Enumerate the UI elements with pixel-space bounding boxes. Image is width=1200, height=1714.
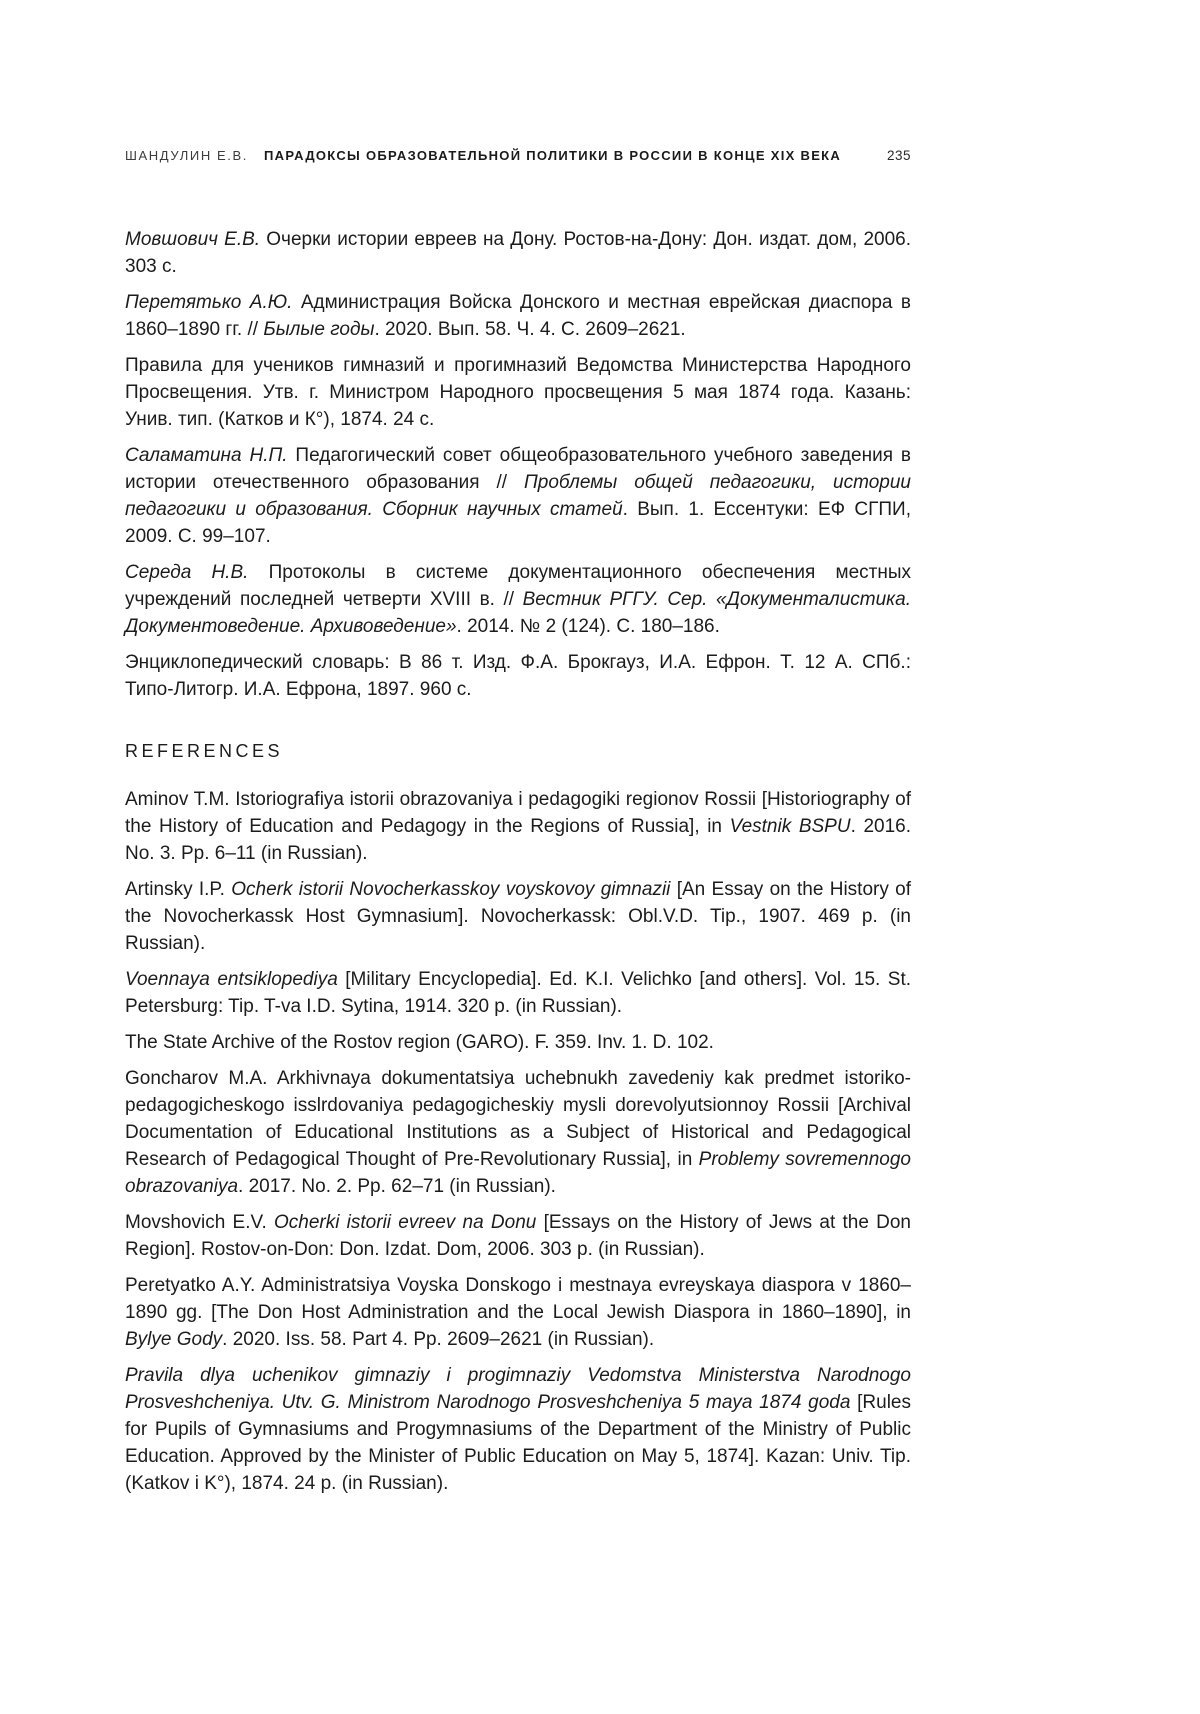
bibliography-entry xyxy=(125,226,911,280)
reference-entry xyxy=(125,1362,911,1497)
references-heading: REFERENCES xyxy=(125,741,284,761)
entry-segment: [An Essay on the History of the Novocherkassk Host Gymnasium]. Novocherkassk: Obl.V.D. Tip., 1907. 469 p. (in Russian). xyxy=(125,879,911,954)
entry-segment: Энциклопедический словарь: В 86 т. Изд. Ф.А. Брокгауз, И.А. Ефрон. Т. 12 А. СПб.: Типо-Литогр. И.А. Ефрона, 1897. 960 с. xyxy=(125,652,911,700)
entry-segment-italic: Ocherk istorii Novocherkasskoy voyskovoy gimnazii xyxy=(231,879,671,900)
entry-segment: Artinsky I.P. xyxy=(125,879,232,900)
entry-segment: . Вып. 1. Ессентуки: ЕФ СГПИ, 2009. С. 99–107. xyxy=(125,499,911,547)
reference-entry xyxy=(125,1209,911,1263)
entry-segment: Педагогический совет общеобразовательного учебного заведения в истории отечественного образования // xyxy=(125,445,911,493)
entry-segment: Movshovich E.V. xyxy=(125,1212,274,1233)
entry-segment-italic: Vestnik BSPU xyxy=(729,816,851,837)
reference-entry xyxy=(125,966,911,1020)
entry-segment-italic: Середа Н.В. xyxy=(125,562,249,583)
page-content xyxy=(125,148,911,1506)
running-head-author: ШАНДУЛИН Е.В. xyxy=(125,148,248,163)
entry-segment: . 2014. № 2 (124). С. 180–186. xyxy=(456,616,720,637)
entry-segment: . 2016. No. 3. Pp. 6–11 (in Russian). xyxy=(125,816,911,864)
entry-segment-italic: Pravila dlya uchenikov gimnaziy i progimnaziy Vedomstva Ministerstva Narodnogo Prosveshcheniya. Utv. G. Ministrom Narodnogo Prosveshcheniya 5 maya 1874 goda xyxy=(125,1365,911,1413)
entry-segment-italic: Bylye Gody xyxy=(125,1329,223,1350)
bibliography-entry xyxy=(125,559,911,640)
entry-segment: Peretyatko A.Y. Administratsiya Voyska Donskogo i mestnaya evreyskaya diaspora v 1860–1890 gg. [The Don Host Administration and the Local Jewish Diaspora in 1860–1890], in xyxy=(125,1275,911,1323)
entry-segment: [Rules for Pupils of Gymnasiums and Progymnasiums of the Department of the Ministry of Public Education. Approved by the Minister of Public Education on May 5, 1874]. Kazan: Univ. Tip. (Katkov i K°), 1874. 24 p. (in Russian). xyxy=(125,1392,911,1494)
entry-segment-italic: Ocherki istorii evreev na Donu xyxy=(273,1212,537,1233)
reference-entry xyxy=(125,1029,911,1056)
entry-segment-italic: Мовшович Е.В. xyxy=(125,229,261,250)
bibliography-entry xyxy=(125,649,911,703)
running-head-title: ПАРАДОКСЫ ОБРАЗОВАТЕЛЬНОЙ ПОЛИТИКИ В РОССИИ В КОНЦЕ XIX ВЕКА xyxy=(264,148,842,163)
entry-segment: Администрация Войска Донского и местная еврейская диаспора в 1860–1890 гг. // xyxy=(125,292,911,340)
entry-segment: [Essays on the History of Jews at the Don Region]. Rostov-on-Don: Don. Izdat. Dom, 2006. 303 p. (in Russian). xyxy=(125,1212,911,1260)
entry-segment: Правила для учеников гимназий и прогимназий Ведомства Министерства Народного Просвещения. Утв. г. Министром Народного просвещения 5 мая 1874 года. Казань: Унив. тип. (Катков и К°), 1874. 24 с. xyxy=(125,355,911,430)
entry-segment-italic: Былые годы xyxy=(263,319,375,340)
entry-segment: Протоколы в системе документационного обеспечения местных учреждений последней четверти XVIII в. // xyxy=(125,562,911,610)
entry-segment-italic: Problemy sovremennogo obrazovaniya xyxy=(125,1149,911,1197)
reference-entry xyxy=(125,786,911,867)
running-head xyxy=(125,148,911,164)
entry-segment: The State Archive of the Rostov region (GARO). F. 359. Inv. 1. D. 102. xyxy=(125,1032,714,1053)
entry-segment-italic: Voennaya entsiklopediya xyxy=(125,969,338,990)
page-number: 235 xyxy=(886,148,911,163)
bibliography-section xyxy=(125,226,911,703)
entry-segment-italic: Вестник РГГУ. Сер. «Документалистика. Документоведение. Архивоведение» xyxy=(125,589,911,637)
entry-segment: [Military Encyclopedia]. Ed. K.I. Velichko [and others]. Vol. 15. St. Petersburg: Tip. T-va I.D. Sytina, 1914. 320 p. (in Russian). xyxy=(125,969,912,1017)
reference-entry xyxy=(125,1065,911,1200)
entry-segment-italic: Саламатина Н.П. xyxy=(125,445,288,466)
entry-segment-italic: Проблемы общей педагогики, истории педагогики и образования. Сборник научных статей xyxy=(125,472,911,520)
entry-segment: Очерки истории евреев на Дону. Ростов-на-Дону: Дон. издат. дом, 2006. 303 с. xyxy=(125,229,911,277)
bibliography-entry xyxy=(125,442,911,550)
entry-segment: . 2020. Вып. 58. Ч. 4. С. 2609–2621. xyxy=(374,319,686,340)
bibliography-entry xyxy=(125,289,911,343)
entry-segment-italic: Перетятько А.Ю. xyxy=(125,292,293,313)
bibliography-entry xyxy=(125,352,911,433)
references-section xyxy=(125,786,911,1497)
entry-segment: Aminov T.M. Istoriografiya istorii obrazovaniya i pedagogiki regionov Rossii [Historiography of the History of Education and Pedagogy in the Regions of Russia], in xyxy=(125,789,911,837)
entry-segment: . 2017. No. 2. Pp. 62–71 (in Russian). xyxy=(238,1176,556,1197)
entry-segment: Goncharov M.A. Arkhivnaya dokumentatsiya uchebnukh zavedeniy kak predmet istoriko-pedagogicheskogo isslrdovaniya pedagogicheskiy mysli dorevolyutsionnoy Rossii [Archival Documentation of Educational Institutions as a Subject of Historical and Pedagogical Research of Pedagogical Thought of Pre-Revolutionary Russia], in xyxy=(125,1068,911,1170)
reference-entry xyxy=(125,876,911,957)
entry-segment: . 2020. Iss. 58. Part 4. Pp. 2609–2621 (in Russian). xyxy=(222,1329,655,1350)
reference-entry xyxy=(125,1272,911,1353)
